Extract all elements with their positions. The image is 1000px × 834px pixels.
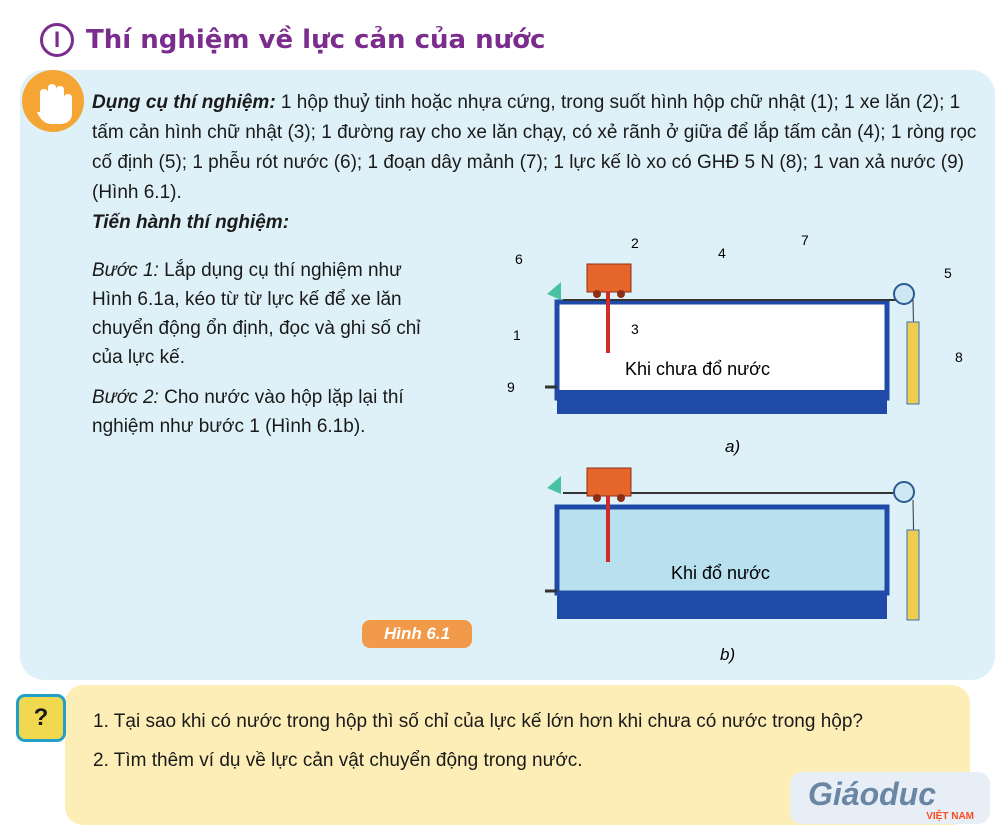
apparatus-paragraph <box>92 88 977 208</box>
diagram-b <box>545 468 919 664</box>
apparatus-text: 1 hộp thuỷ tinh hoặc nhựa cứng, trong suốt hình hộp chữ nhật (1); 1 xe lăn (2); 1 tấm cản hình chữ nhật (3); 1 đường ray cho xe lăn chạy, có xẻ rãnh ở giữa để lắp tấm cản (4); 1 ròng rọc cố định (5); 1 phễu rót nước (6); 1 đoạn dây mảnh (7); 1 lực kế lò xo có GHĐ 5 N (8); 1 van xả nước (9) (Hình 6.1). <box>92 92 977 203</box>
marker-9: 9 <box>507 379 515 395</box>
section-number-badge: I <box>40 23 74 57</box>
question-2: 2. Tìm thêm ví dụ về lực cản vật chuyển động trong nước. <box>93 750 583 771</box>
experiment-diagram <box>505 230 975 685</box>
marker-3: 3 <box>631 321 639 337</box>
question-1: 1. Tại sao khi có nước trong hộp thì số chỉ của lực kế lớn hơn khi chưa có nước trong hộp? <box>93 711 863 732</box>
marker-4: 4 <box>718 245 726 261</box>
step-2-text: Cho nước vào hộp lặp lại thí nghiệm như bước 1 (Hình 6.1b). <box>92 387 404 437</box>
section-title: Thí nghiệm về lực cản của nước <box>86 25 546 55</box>
procedure-title: Tiến hành thí nghiệm: <box>92 212 290 233</box>
step-2-label: Bước 2: <box>92 387 159 408</box>
apparatus-label: Dụng cụ thí nghiệm: <box>92 92 276 113</box>
step-2 <box>92 383 442 441</box>
section-header <box>40 18 545 62</box>
label-b: b) <box>720 645 736 664</box>
step-1-text: Lắp dụng cụ thí nghiệm như Hình 6.1a, kéo từ từ lực kế để xe lăn chuyển động ổn định, đọc và ghi số chỉ của lực kế. <box>92 260 421 368</box>
marker-2: 2 <box>631 235 639 251</box>
step-1 <box>92 256 442 372</box>
marker-6: 6 <box>515 251 523 267</box>
diagram-a <box>545 264 919 456</box>
marker-1: 1 <box>513 327 521 343</box>
label-b-text: Khi đổ nước <box>671 563 770 583</box>
label-a-text: Khi chưa đổ nước <box>625 359 770 379</box>
marker-5: 5 <box>944 265 952 281</box>
logo-sub-text: VIỆT NAM <box>926 811 974 822</box>
label-a: a) <box>725 437 741 456</box>
logo-main-text: Giáoduc <box>808 776 937 812</box>
figure-caption: Hình 6.1 <box>362 620 472 648</box>
giaoduc-logo <box>790 772 990 824</box>
question-icon: ? <box>16 694 66 742</box>
step-1-label: Bước 1: <box>92 260 159 281</box>
marker-7: 7 <box>801 232 809 248</box>
marker-8: 8 <box>955 349 963 365</box>
hand-icon <box>22 70 84 132</box>
